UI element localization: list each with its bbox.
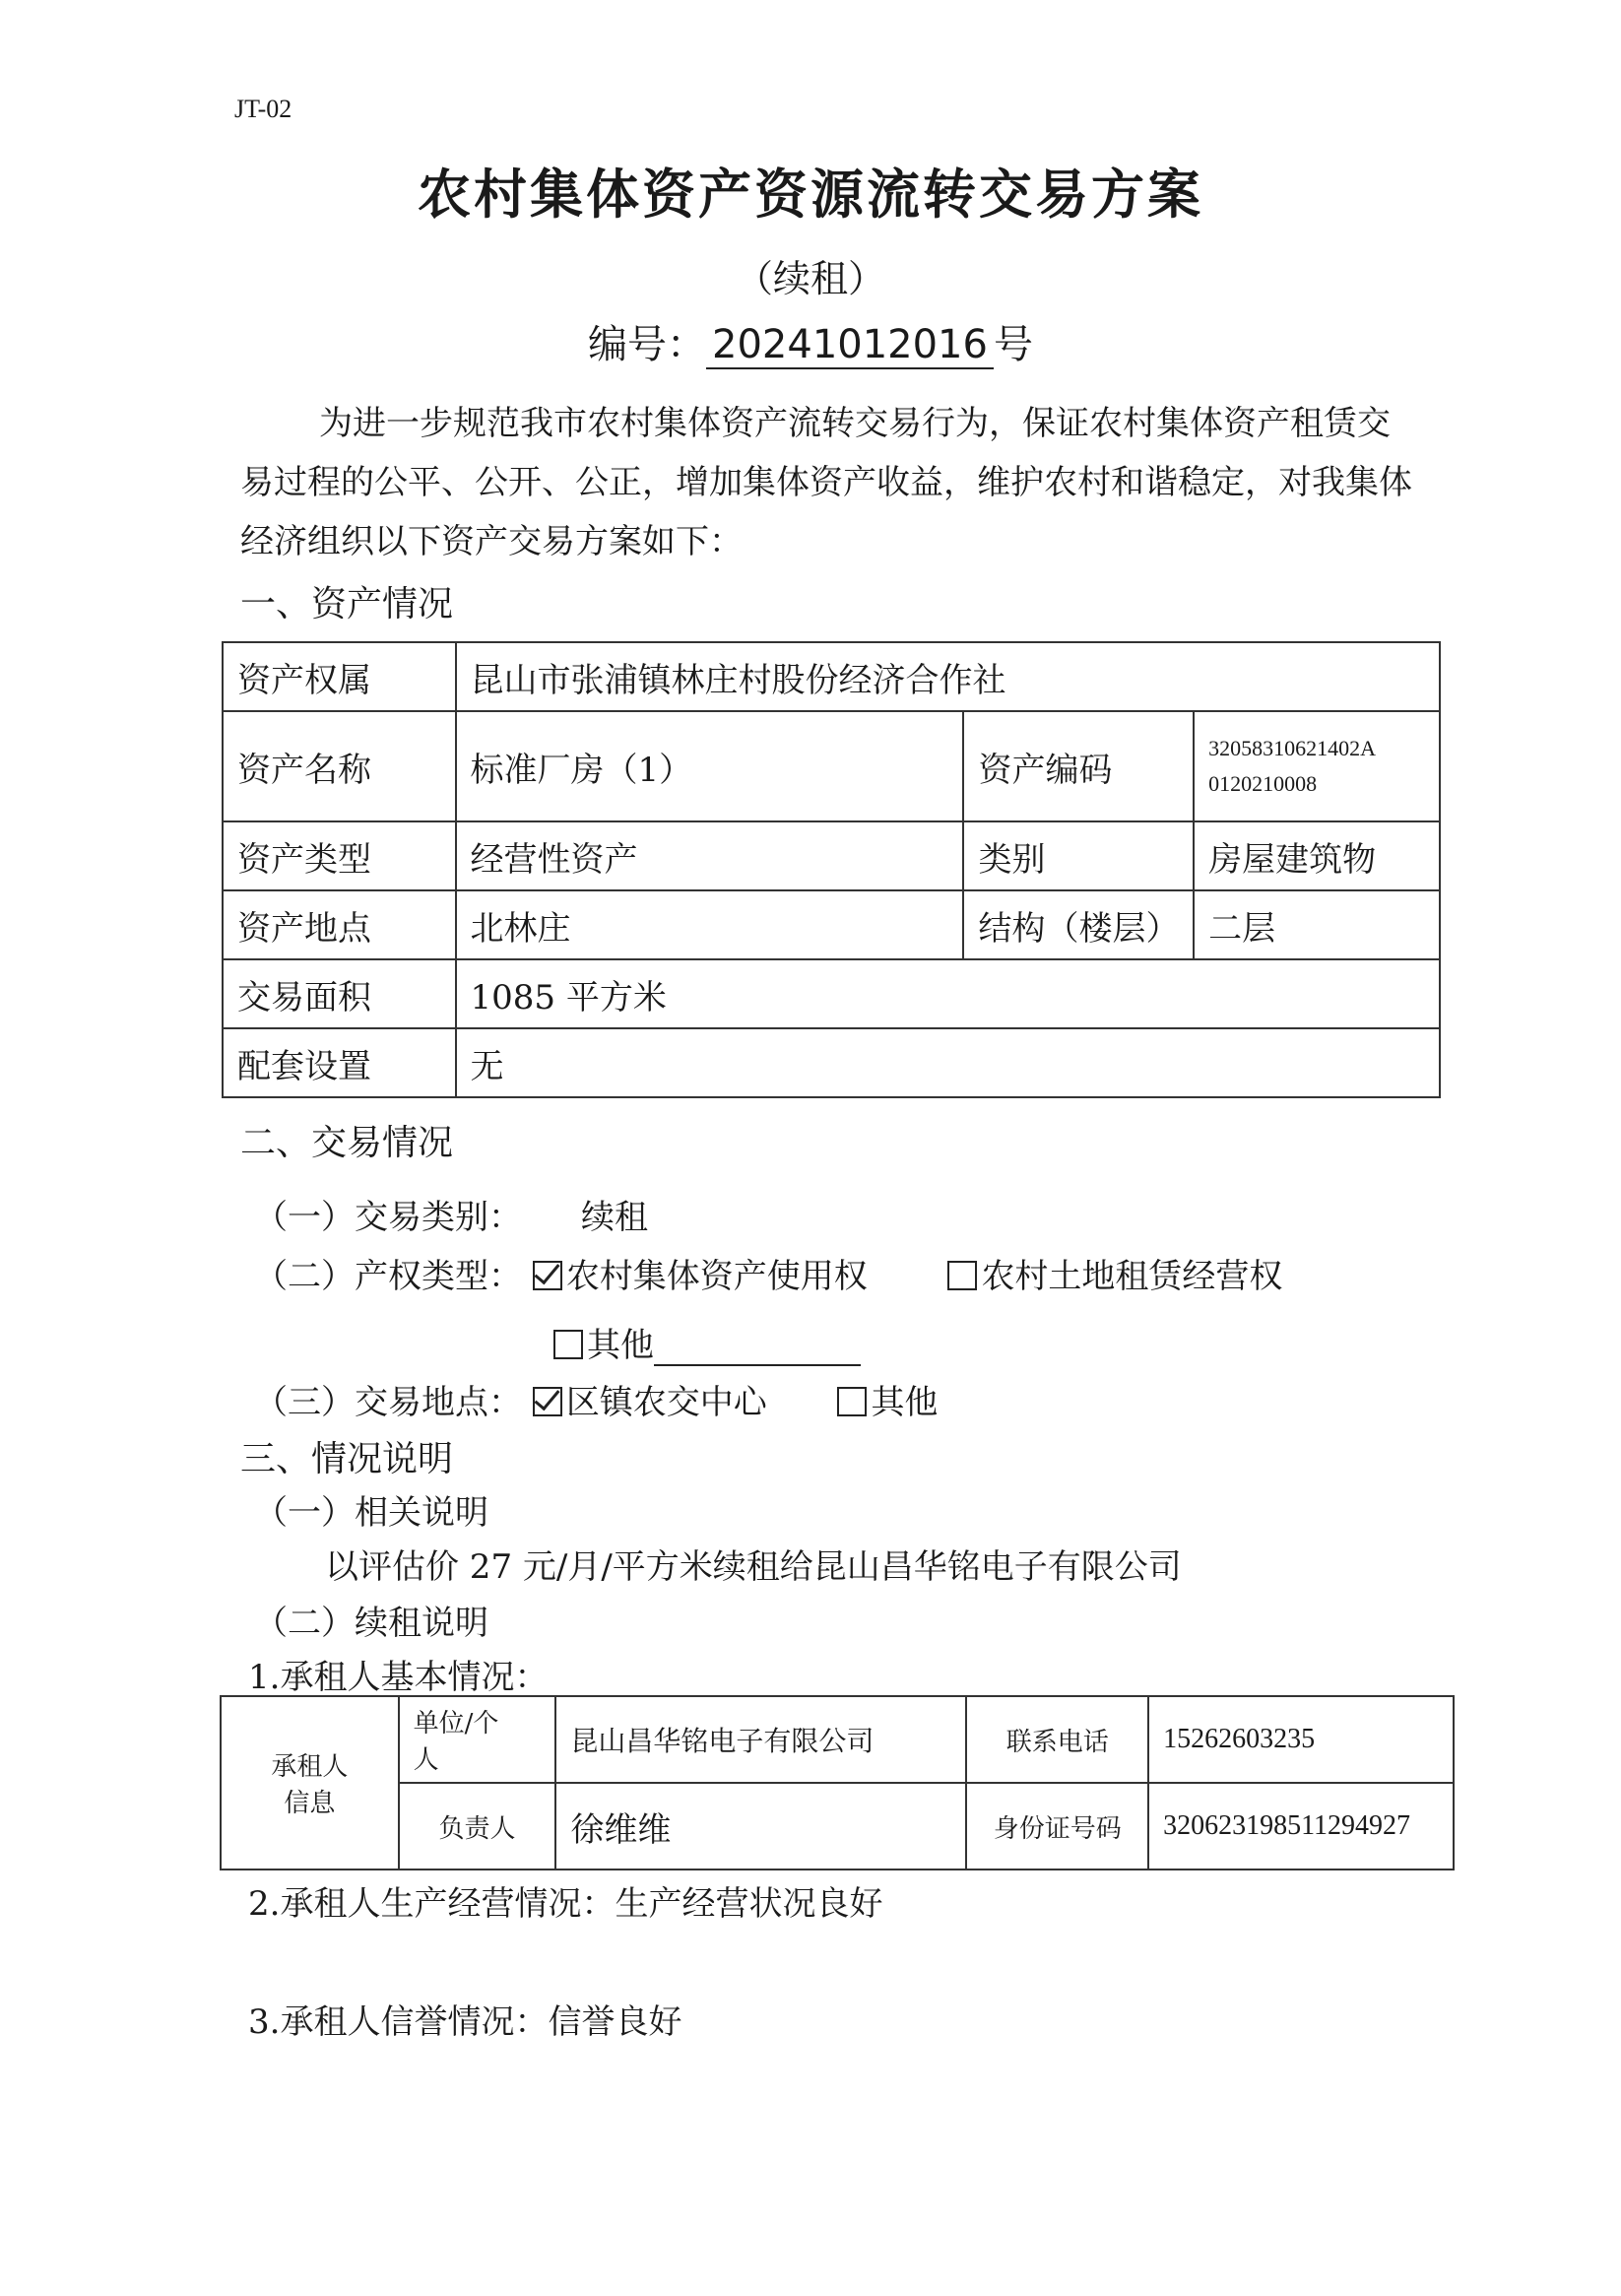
type-label: 资产类型: [223, 821, 456, 890]
category-label: 类别: [963, 821, 1194, 890]
number-label: 编号：: [588, 322, 707, 367]
id-value: 320623198511294927: [1148, 1783, 1454, 1870]
structure-value: 二层: [1194, 890, 1440, 959]
facility-label: 配套设置: [223, 1028, 456, 1097]
area-value: 1085 平方米: [456, 959, 1440, 1028]
sub1-text: 以评估价 27 元/月/平方米续租给昆山昌华铭电子有限公司: [325, 1547, 1182, 1587]
person-label: 负责人: [399, 1783, 556, 1870]
form-code: JT-02: [234, 95, 292, 123]
code-value: [1194, 711, 1440, 821]
unit-label-line1: 单位/个: [413, 1709, 499, 1738]
facility-value: 无: [456, 1028, 1440, 1097]
table-row: [223, 821, 1440, 890]
unit-label-line2: 人: [413, 1745, 439, 1775]
checked-box-icon[interactable]: [533, 1261, 562, 1290]
owner-value: 昆山市张浦镇林庄村股份经济合作社: [456, 642, 1440, 711]
code-value-line1: 32058310621402A: [1208, 736, 1376, 760]
phone-label: 联系电话: [966, 1696, 1148, 1783]
trade-location-line: [254, 1375, 938, 1423]
unit-value: 昆山昌华铭电子有限公司: [555, 1696, 966, 1783]
number-value: 20241012016: [706, 322, 994, 369]
code-value-line2: 0120210008: [1208, 771, 1318, 796]
document-subtitle: （续租）: [735, 257, 885, 300]
option-other2: 其他: [871, 1383, 939, 1422]
checked-box-icon[interactable]: [533, 1387, 562, 1416]
table-row: [223, 711, 1440, 821]
lessee-info-label-line1: 承租人: [271, 1752, 349, 1782]
property-type-label: （二）产权类型：: [254, 1257, 522, 1296]
option-land-lease: 农村土地租赁经营权: [981, 1257, 1283, 1296]
option-other: 其他: [587, 1326, 654, 1365]
table-row: [223, 959, 1440, 1028]
category-value: 房屋建筑物: [1194, 821, 1440, 890]
checkbox-icon[interactable]: [947, 1261, 977, 1290]
section3-heading: 三、情况说明: [240, 1439, 454, 1479]
lessee-info-label: [221, 1696, 399, 1870]
table-row: [223, 1028, 1440, 1097]
lessee-operation-line: 2.承租人生产经营情况：生产经营状况良好: [248, 1884, 883, 1924]
number-suffix: 号: [993, 322, 1033, 367]
option-center: 区镇农交中心: [565, 1383, 767, 1422]
checkbox-icon[interactable]: [553, 1330, 583, 1359]
table-row: [223, 642, 1440, 711]
person-value: 徐维维: [555, 1783, 966, 1870]
section1-heading: 一、资产情况: [240, 584, 454, 624]
sub1-heading: （一）相关说明: [254, 1493, 488, 1533]
area-label: 交易面积: [223, 959, 456, 1028]
table-row: [221, 1783, 1454, 1870]
name-label: 资产名称: [223, 711, 456, 821]
lessee-basic-heading: 1.承租人基本情况：: [248, 1658, 549, 1697]
location-value: 北林庄: [456, 890, 964, 959]
unit-label: [399, 1696, 556, 1783]
name-value: 标准厂房（1）: [456, 711, 964, 821]
trade-location-label: （三）交易地点：: [254, 1383, 522, 1422]
table-row: [221, 1696, 1454, 1783]
id-label: 身份证号码: [966, 1783, 1148, 1870]
other-blank-line: [654, 1335, 861, 1366]
lessee-table: [220, 1695, 1455, 1870]
code-label: 资产编码: [963, 711, 1194, 821]
trade-category-label: （一）交易类别：: [254, 1198, 522, 1237]
intro-paragraph: 为进一步规范我市农村集体资产流转交易行为，保证农村集体资产租赁交易过程的公平、公开、公正，增加集体资产收益，维护农村和谐稳定，对我集体经济组织以下资产交易方案如下：: [240, 404, 1412, 561]
document-number: [0, 313, 1621, 369]
table-row: [223, 890, 1440, 959]
asset-table: [222, 641, 1441, 1098]
trade-category-value: 续租: [581, 1198, 648, 1237]
phone-value: 15262603235: [1148, 1696, 1454, 1783]
location-label: 资产地点: [223, 890, 456, 959]
sub2-heading: （二）续租说明: [254, 1604, 488, 1643]
lessee-credit-line: 3.承租人信誉情况：信誉良好: [248, 2002, 682, 2042]
structure-label: 结构（楼层）: [963, 890, 1194, 959]
owner-label: 资产权属: [223, 642, 456, 711]
option-use-right: 农村集体资产使用权: [565, 1257, 868, 1296]
section2-heading: 二、交易情况: [240, 1123, 454, 1163]
trade-category-line: [254, 1190, 648, 1238]
property-type-other-line: [553, 1318, 861, 1366]
property-type-line: [254, 1249, 1282, 1297]
document-title: 农村集体资产资源流转交易方案: [418, 163, 1203, 226]
checkbox-icon[interactable]: [837, 1387, 867, 1416]
lessee-info-label-line2: 信息: [284, 1789, 336, 1818]
type-value: 经营性资产: [456, 821, 964, 890]
